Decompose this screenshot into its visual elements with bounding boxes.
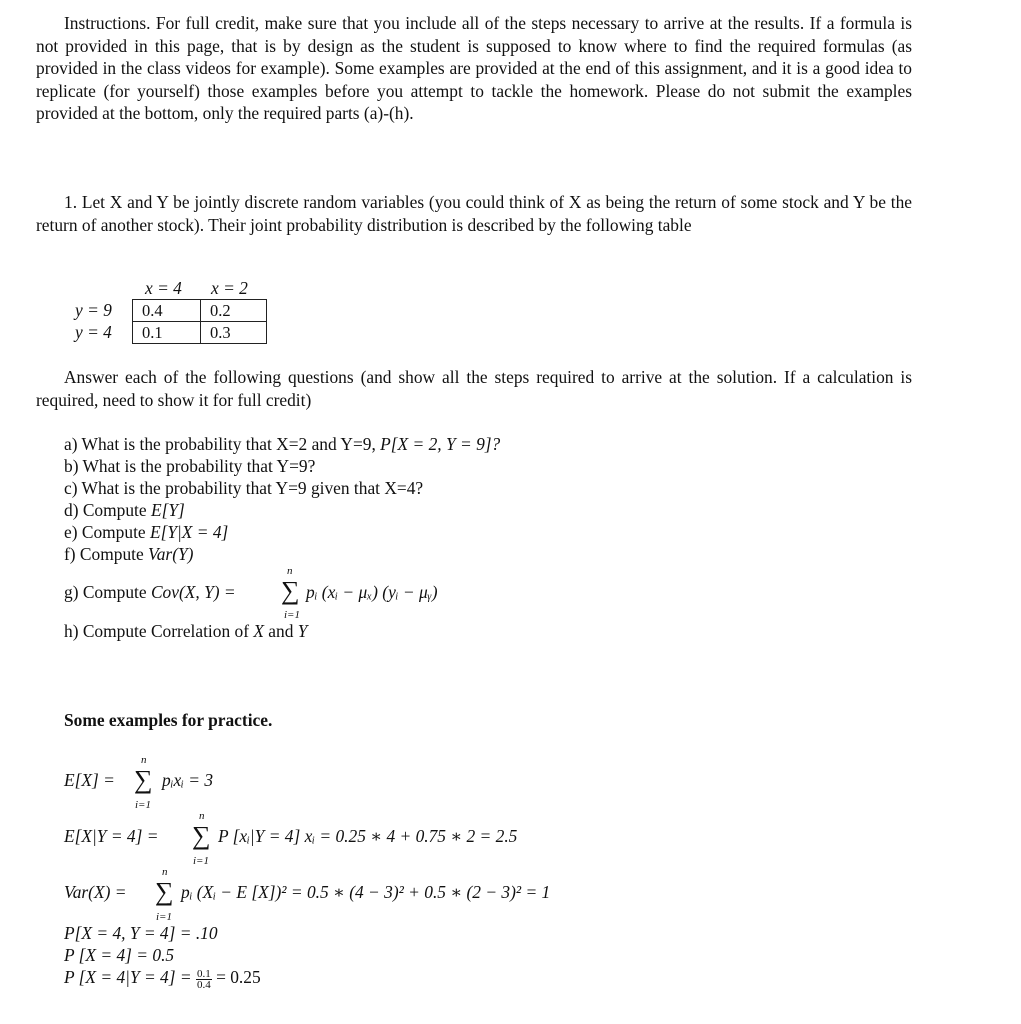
table-row-label-2: y = 4	[75, 322, 112, 342]
table-cell: 0.4	[133, 300, 201, 322]
question-e	[64, 521, 228, 543]
question-d-math: E[Y]	[150, 500, 185, 520]
question-f-text: f) Compute	[64, 544, 149, 564]
example-1-lhs-text: E[X] =	[64, 770, 115, 790]
example-2-lhs	[64, 825, 158, 847]
example-2-lhs-text: E[X|Y = 4] =	[64, 826, 159, 846]
example-3-rhs	[181, 881, 550, 903]
sum-symbol-ex1: ∑	[134, 765, 153, 794]
example-6-rhs: = 0.25	[216, 967, 261, 987]
table-cell: 0.2	[201, 300, 267, 322]
example-1-rhs-text: pᵢxᵢ = 3	[162, 770, 214, 790]
example-1-rhs	[162, 769, 213, 791]
sum-lower-ex1: i=1	[135, 799, 151, 811]
joint-probability-table	[132, 299, 267, 344]
question-f	[64, 543, 193, 565]
question-h-y: Y	[297, 621, 308, 641]
sum-lower-ex3: i=1	[156, 911, 172, 923]
table-row-label-1: y = 9	[75, 300, 112, 320]
example-3-lhs-text: Var(X) =	[64, 882, 127, 902]
question-g-text: g) Compute	[64, 582, 151, 602]
example-6-lhs: P [X = 4|Y = 4] =	[64, 967, 192, 987]
example-6-denominator: 0.4	[196, 978, 211, 991]
answer-instructions: Answer each of the following questions (and show all the steps required to arrive at the solution. If a calculation is required, need to show it for full credit)	[36, 367, 912, 410]
example-6-numerator: 0.1	[196, 967, 211, 980]
example-3-lhs	[64, 881, 126, 903]
table-row	[133, 322, 267, 344]
sum-symbol-g: ∑	[281, 576, 300, 605]
problem-intro: 1. Let X and Y be jointly discrete random variables (you could think of X as being the return of some stock and Y be the return of another stock). Their joint probability distribution is described by the following table	[36, 192, 912, 235]
example-5-text: P [X = 4] = 0.5	[64, 945, 175, 965]
question-h-text: h) Compute Correlation of	[64, 621, 254, 641]
question-c: c) What is the probability that Y=9 given that X=4?	[64, 478, 424, 498]
example-6-fraction	[196, 969, 212, 990]
question-g-rhs	[306, 581, 438, 603]
table-cell: 0.3	[201, 322, 267, 344]
question-a-math: P[X = 2, Y = 9]?	[380, 434, 501, 454]
question-d-text: d) Compute	[64, 500, 151, 520]
table-col-header-2: x = 2	[211, 278, 248, 298]
table-row	[133, 300, 267, 322]
example-2-rhs	[218, 825, 517, 847]
question-g	[64, 581, 236, 603]
example-6	[64, 966, 261, 990]
example-2-rhs-text: P [xᵢ|Y = 4] xᵢ = 0.25 ∗ 4 + 0.75 ∗ 2 = 2.5	[218, 826, 518, 846]
sum-symbol-ex3: ∑	[155, 877, 174, 906]
example-5	[64, 944, 174, 966]
question-g-rhs-text: pᵢ (xᵢ − μₓ) (yᵢ − μᵧ)	[306, 582, 438, 602]
question-a-text: a) What is the probability that X=2 and Y=9,	[64, 434, 381, 454]
example-3-rhs-text: pᵢ (Xᵢ − E [X])² = 0.5 ∗ (4 − 3)² + 0.5 ∗ (2 − 3)² = 1	[181, 882, 551, 902]
question-g-lhs: Cov(X, Y) =	[150, 582, 236, 602]
sum-upper-ex3: n	[162, 866, 168, 878]
example-4	[64, 922, 218, 944]
question-e-math: E[Y|X = 4]	[149, 522, 229, 542]
question-h-x: X	[253, 621, 264, 641]
example-1-lhs	[64, 769, 115, 791]
question-b: b) What is the probability that Y=9?	[64, 456, 316, 476]
sum-symbol-ex2: ∑	[192, 821, 211, 850]
question-h-and: and	[263, 621, 298, 641]
question-f-math: Var(Y)	[148, 544, 194, 564]
example-4-text: P[X = 4, Y = 4] = .10	[64, 923, 218, 943]
sum-upper-g: n	[287, 565, 293, 577]
sum-lower-g: i=1	[284, 609, 300, 621]
question-d	[64, 499, 185, 521]
sum-upper-ex1: n	[141, 754, 147, 766]
instructions-paragraph: Instructions. For full credit, make sure that you include all of the steps necessary to arrive at the results. If a formula is not provided in this page, that is by design as the student is supposed to know where to find the required formulas (as provided in the class videos for example). Some examples are provided at the end of this assignment, and it is a good idea to replicate (for yourself) those examples before you attempt to tackle the homework. Please do not submit the examples provided at the bottom, only the required parts (a)-(h).	[36, 13, 912, 123]
examples-heading: Some examples for practice.	[64, 710, 273, 730]
sum-lower-ex2: i=1	[193, 855, 209, 867]
question-h	[64, 620, 307, 642]
question-e-text: e) Compute	[64, 522, 150, 542]
question-a	[64, 433, 500, 455]
table-cell: 0.1	[133, 322, 201, 344]
sum-upper-ex2: n	[199, 810, 205, 822]
table-col-header-1: x = 4	[145, 278, 182, 298]
